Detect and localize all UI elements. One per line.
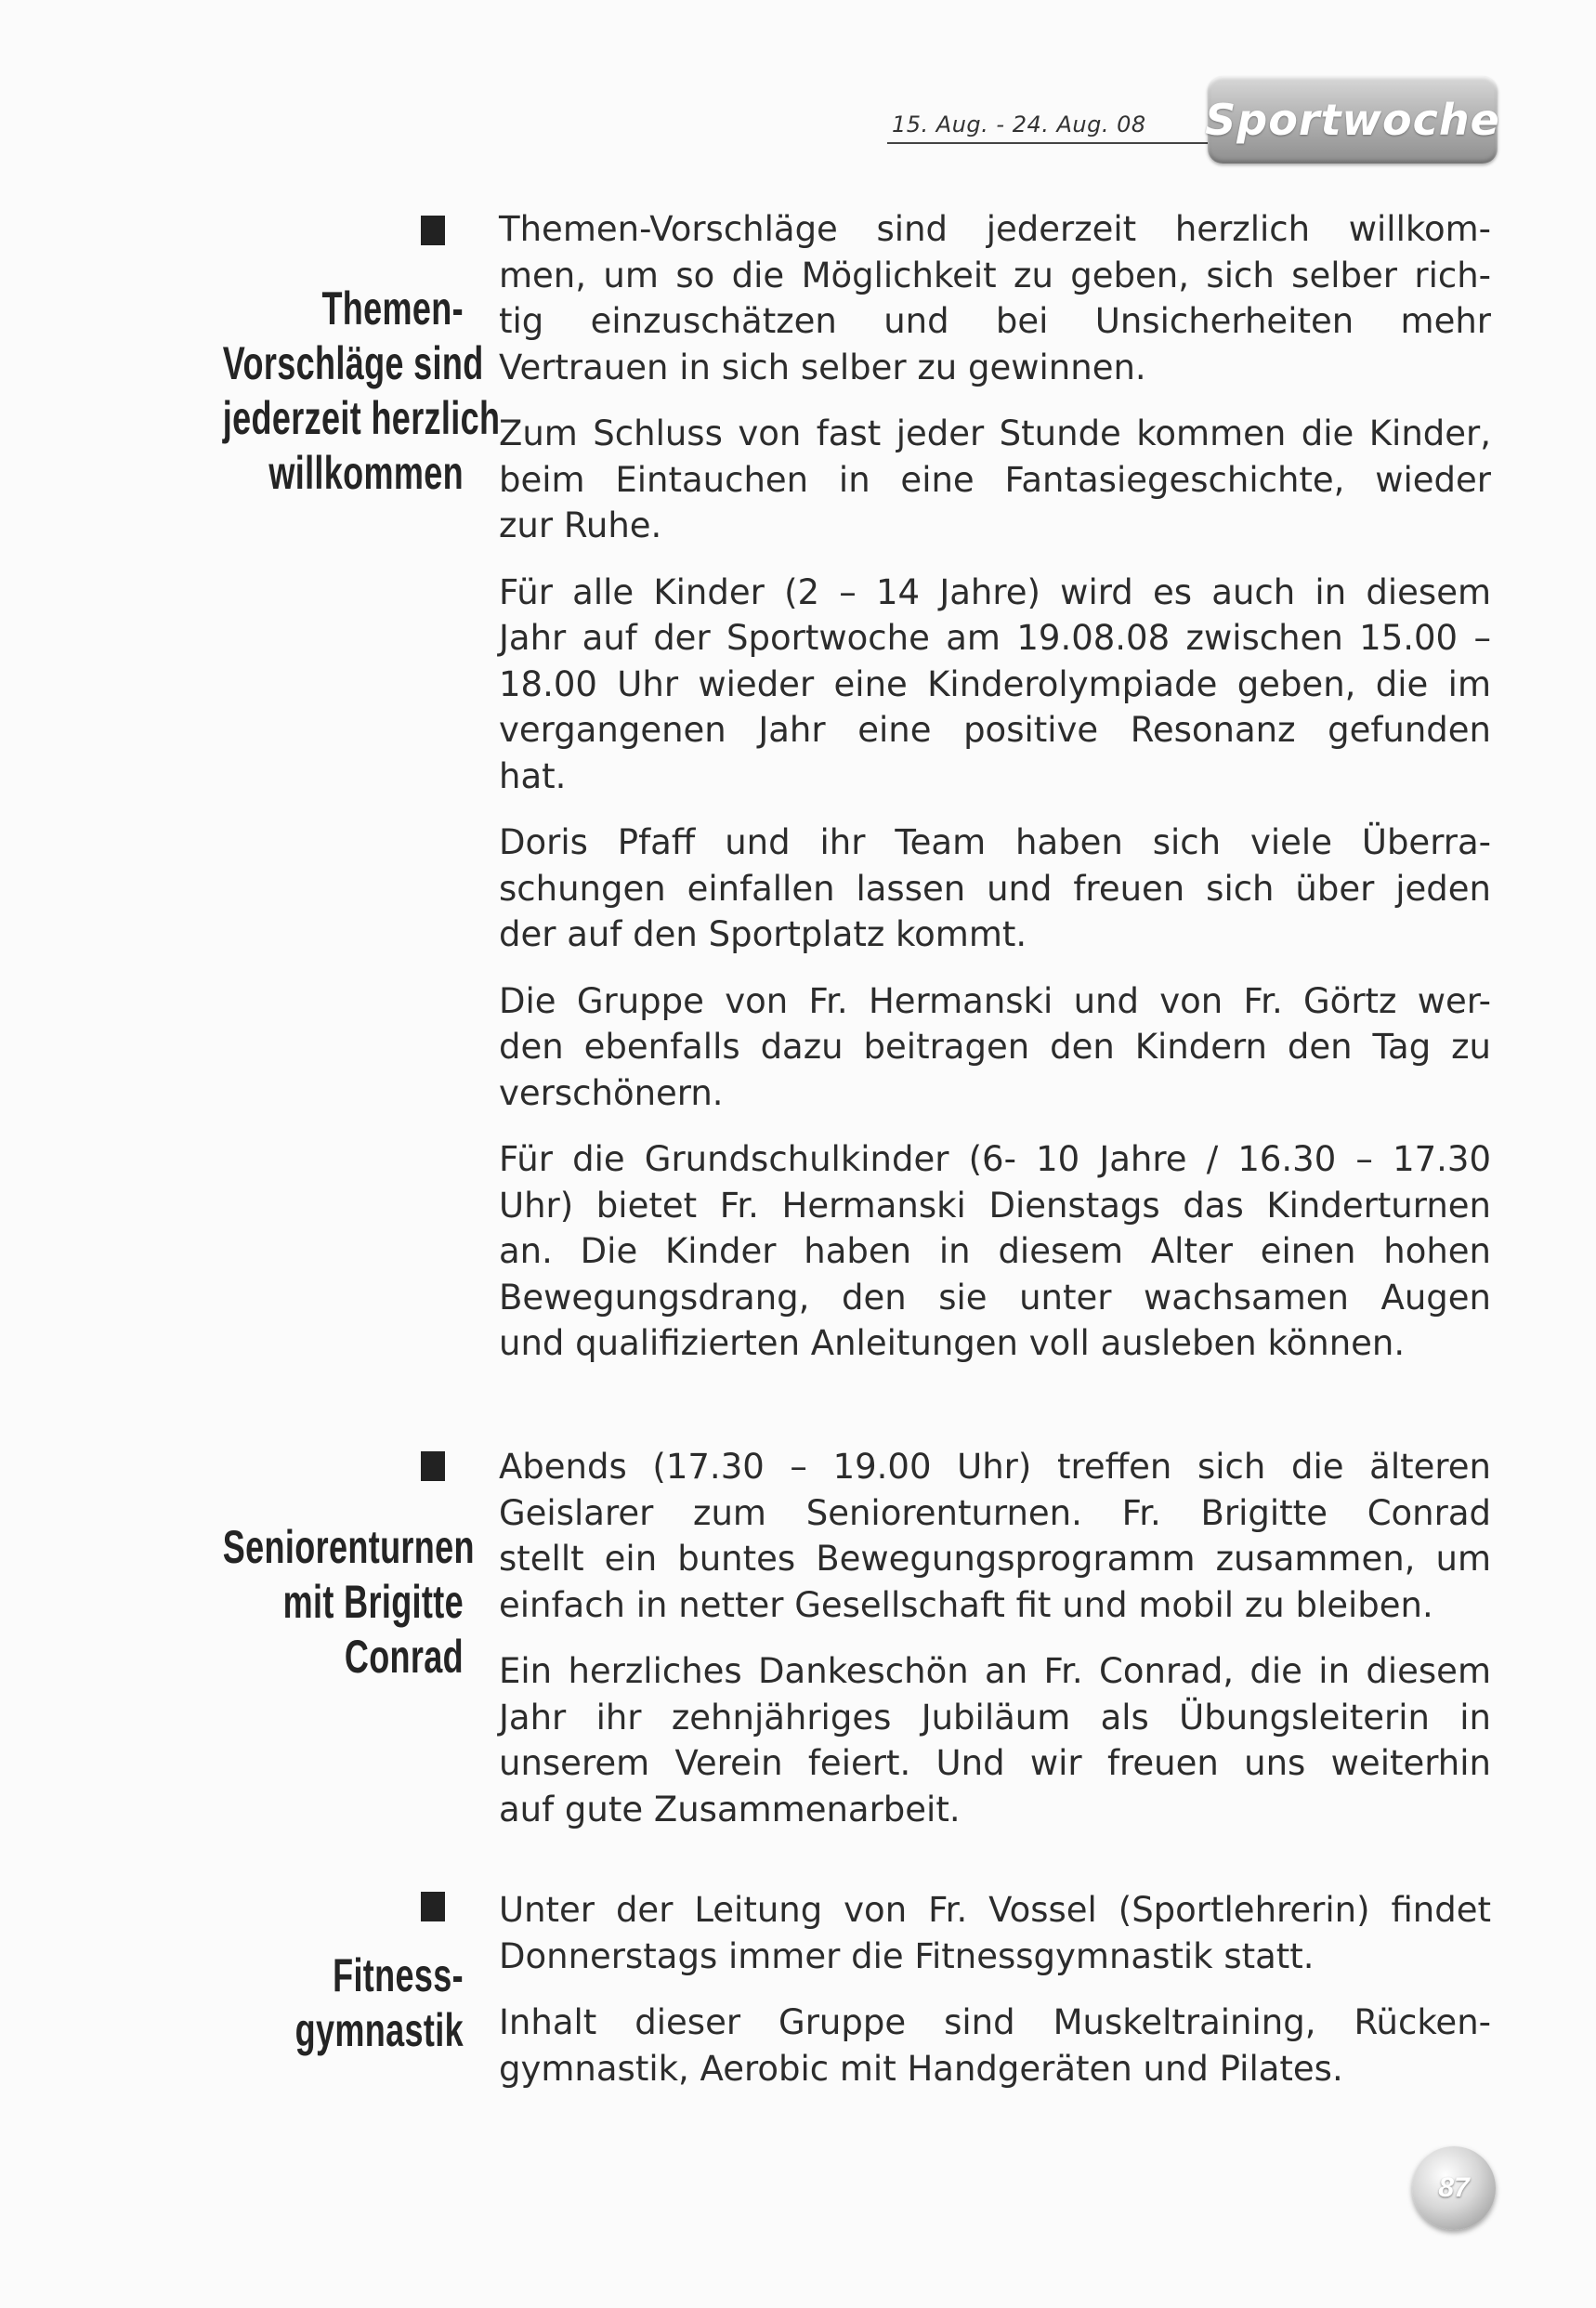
text-line: den ebenfalls dazu beitragen den Kindern den Tag zu xyxy=(499,1027,1491,1067)
text-line: und qualifizierten Anleitungen voll ausleben können. xyxy=(499,1323,1406,1363)
section-title-themen xyxy=(222,282,501,501)
text-line: schungen einfallen lassen und freuen sich über jeden xyxy=(499,868,1491,909)
section-body-seniorenturnen xyxy=(499,1444,1491,1853)
text-line: Jahr auf der Sportwoche am 19.08.08 zwischen 15.00 – xyxy=(499,618,1491,658)
paragraph xyxy=(499,206,1491,390)
text-line: hat. xyxy=(499,755,567,796)
section-body-themen xyxy=(499,206,1491,1387)
text-line: unserem Verein feiert. Und wir freuen uns weiterhin xyxy=(499,1743,1491,1783)
paragraph xyxy=(499,1444,1491,1628)
section-title-fitnessgymnastik xyxy=(223,1948,464,2058)
text-line: zur Ruhe. xyxy=(499,505,662,545)
title-line: mit Brigitte xyxy=(282,1576,464,1628)
badge-label: Sportwoche xyxy=(1205,95,1500,145)
text-line: einfach in netter Gesellschaft fit und mobil zu bleiben. xyxy=(499,1584,1433,1625)
text-line: auf gute Zusammenarbeit. xyxy=(499,1789,961,1829)
text-line: Uhr) bietet Fr. Hermanski Dienstags das Kinderturnen xyxy=(499,1185,1491,1226)
text-line: Donnerstags immer die Fitnessgymnastik statt. xyxy=(499,1935,1315,1976)
text-line: Doris Pfaff und ihr Team haben sich viele Überra- xyxy=(499,822,1491,862)
text-line: 18.00 Uhr wieder eine Kinderolympiade geben, die im xyxy=(499,663,1491,704)
title-line: Conrad xyxy=(344,1631,464,1683)
text-line: Geislarer zum Seniorenturnen. Fr. Brigitte Conrad xyxy=(499,1492,1491,1533)
page-number-badge xyxy=(1412,2146,1496,2230)
paragraph xyxy=(499,820,1491,958)
page-number: 87 xyxy=(1438,2172,1470,2203)
text-line: Für die Grundschulkinder (6- 10 Jahre / 16.30 – 17.30 xyxy=(499,1139,1491,1179)
text-line: stellt ein buntes Bewegungsprogramm zusammen, um xyxy=(499,1539,1491,1579)
text-line: gymnastik, Aerobic mit Handgeräten und Pilates. xyxy=(499,2048,1343,2089)
section-marker xyxy=(421,1451,445,1481)
text-line: beim Eintauchen in eine Fantasiegeschichte, wieder xyxy=(499,459,1491,500)
section-marker xyxy=(421,216,445,245)
text-line: der auf den Sportplatz kommt. xyxy=(499,914,1027,954)
section-marker xyxy=(421,1892,445,1921)
text-line: verschönern. xyxy=(499,1072,724,1113)
section-title-seniorenturnen xyxy=(222,1520,475,1685)
text-line: Unter der Leitung von Fr. Vossel (Sportlehrerin) findet xyxy=(499,1890,1491,1930)
title-line: Fitness- xyxy=(333,1949,464,2001)
text-line: Inhalt dieser Gruppe sind Muskeltraining, Rücken- xyxy=(499,2002,1491,2042)
text-line: Ein herzliches Dankeschön an Fr. Conrad, die in diesem xyxy=(499,1651,1491,1691)
text-line: tig einzuschätzen und bei Unsicherheiten mehr xyxy=(499,301,1491,341)
paragraph xyxy=(499,570,1491,800)
header-divider xyxy=(887,142,1208,144)
text-line: men, um so die Möglichkeit zu geben, sich selber rich- xyxy=(499,255,1491,295)
paragraph xyxy=(499,1136,1491,1367)
title-line: willkommen xyxy=(268,447,464,499)
text-line: an. Die Kinder haben in diesem Alter einen hohen xyxy=(499,1231,1491,1271)
text-line: Die Gruppe von Fr. Hermanski und von Fr. Görtz wer- xyxy=(499,980,1491,1021)
title-line: Themen- xyxy=(321,282,464,334)
paragraph xyxy=(499,2000,1491,2092)
text-line: Bewegungsdrang, den sie unter wachsamen Augen xyxy=(499,1277,1491,1318)
text-line: Jahr ihr zehnjähriges Jubiläum als Übungsleiterin in xyxy=(499,1697,1491,1738)
text-line: Abends (17.30 – 19.00 Uhr) treffen sich die älteren xyxy=(499,1447,1491,1487)
title-line: jederzeit herzlich xyxy=(222,392,501,444)
title-line: Vorschläge sind xyxy=(222,337,484,389)
section-body-fitnessgymnastik xyxy=(499,1887,1491,2112)
sportwoche-badge xyxy=(1205,76,1500,164)
text-line: vergangenen Jahr eine positive Resonanz gefunden xyxy=(499,710,1491,750)
paragraph xyxy=(499,978,1491,1117)
header-dates: 15. Aug. - 24. Aug. 08 xyxy=(892,111,1146,138)
title-line: Seniorenturnen xyxy=(222,1521,475,1573)
paragraph xyxy=(499,1648,1491,1832)
text-line: Zum Schluss von fast jeder Stunde kommen die Kinder, xyxy=(499,413,1491,453)
paragraph xyxy=(499,411,1491,549)
text-line: Für alle Kinder (2 – 14 Jahre) wird es auch in diesem xyxy=(499,571,1491,612)
text-line: Vertrauen in sich selber zu gewinnen. xyxy=(499,347,1146,387)
title-line: gymnastik xyxy=(294,2004,464,2056)
paragraph xyxy=(499,1887,1491,1979)
text-line: Themen-Vorschläge sind jederzeit herzlich willkom- xyxy=(499,209,1491,249)
